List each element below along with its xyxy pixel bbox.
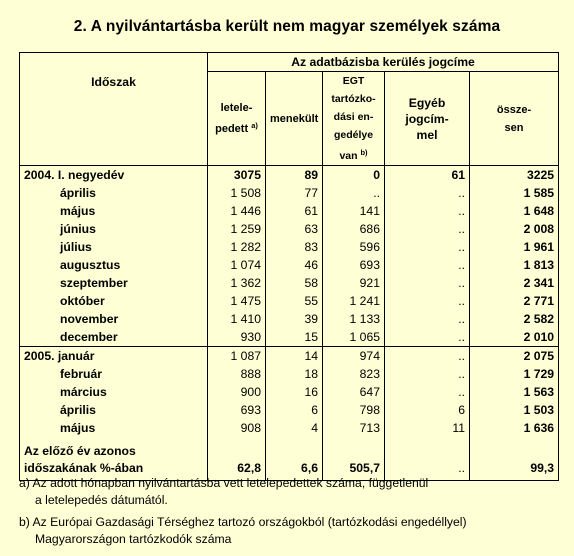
cell-other: .. <box>385 292 470 310</box>
col-header-eea-l2: tartózko- <box>331 93 376 105</box>
table-row <box>20 310 559 328</box>
cell-refugee: 89 <box>266 166 323 185</box>
period-header-label: Időszak <box>91 75 136 89</box>
cell-total: 1 729 <box>470 365 559 383</box>
table-row <box>20 220 559 238</box>
cell-total: 1 648 <box>470 202 559 220</box>
cell-eea: 921 <box>323 274 385 292</box>
cell-settled: 908 <box>208 419 266 437</box>
table-row <box>20 401 559 419</box>
cell-refugee: 15 <box>266 328 323 347</box>
cell-refugee: 58 <box>266 274 323 292</box>
table-row <box>20 383 559 401</box>
cell-refugee: 4 <box>266 419 323 437</box>
cell-other: .. <box>385 184 470 202</box>
col-header-total-l2: sen <box>504 121 524 134</box>
header-row-group <box>20 53 559 72</box>
cell-settled: 888 <box>208 365 266 383</box>
cell-refugee: 39 <box>266 310 323 328</box>
cell-refugee: 77 <box>266 184 323 202</box>
cell-settled: 1 362 <box>208 274 266 292</box>
col-header-other <box>385 72 470 166</box>
row-period: 2005. január <box>20 347 208 366</box>
cell-total: 1 636 <box>470 419 559 437</box>
row-period: május <box>20 202 208 220</box>
footnotes <box>19 475 559 548</box>
row-period: december <box>20 328 208 347</box>
cell-other: .. <box>385 328 470 347</box>
cell-settled: 1 446 <box>208 202 266 220</box>
table-row <box>20 274 559 292</box>
summary-other: .. <box>385 437 470 477</box>
footnote-b-line1: b) Az Európai Gazdasági Térséghez tartozó országokból (tartózkodási engedéllyel) <box>19 515 467 529</box>
cell-other: 11 <box>385 419 470 437</box>
cell-settled: 900 <box>208 383 266 401</box>
row-period: november <box>20 310 208 328</box>
cell-refugee: 83 <box>266 238 323 256</box>
cell-eea: 693 <box>323 256 385 274</box>
table-row <box>20 419 559 437</box>
row-period: március <box>20 383 208 401</box>
cell-settled: 3075 <box>208 166 266 185</box>
row-period: augusztus <box>20 256 208 274</box>
col-header-eea-l3: dási en- <box>333 111 374 123</box>
col-header-settled-text: pedett <box>215 123 249 135</box>
row-period: május <box>20 419 208 437</box>
col-header-refugee <box>266 72 323 166</box>
cell-refugee: 46 <box>266 256 323 274</box>
col-header-total-l1: össze- <box>496 103 532 116</box>
group-header-label: Az adatbázisba kerülés jogcíme <box>291 55 475 69</box>
table-row <box>20 166 559 185</box>
summary-eea: 505,7 <box>323 437 385 477</box>
col-header-other-l3: mel <box>416 127 438 142</box>
cell-total: 2 771 <box>470 292 559 310</box>
col-header-settled-l2 <box>212 117 261 138</box>
col-header-settled-l1: letele- <box>220 102 253 114</box>
cell-settled: 1 259 <box>208 220 266 238</box>
cell-total: 1 503 <box>470 401 559 419</box>
table-row <box>20 328 559 347</box>
cell-settled: 693 <box>208 401 266 419</box>
group-header <box>208 53 559 72</box>
row-period: október <box>20 292 208 310</box>
cell-eea: 1 133 <box>323 310 385 328</box>
cell-other: .. <box>385 365 470 383</box>
row-period: február <box>20 365 208 383</box>
page-title: 2. A nyilvántartásba került nem magyar személyek száma <box>73 18 501 35</box>
table-row <box>20 256 559 274</box>
cell-total: 1 585 <box>470 184 559 202</box>
cell-settled: 930 <box>208 328 266 347</box>
footnote-a-marker: a) <box>251 121 258 130</box>
cell-other: .. <box>385 274 470 292</box>
table-row <box>20 292 559 310</box>
summary-row <box>20 437 559 477</box>
col-header-refugee-l1: menekült <box>270 112 319 125</box>
cell-total: 2 008 <box>470 220 559 238</box>
cell-settled: 1 475 <box>208 292 266 310</box>
col-header-eea-l5 <box>327 144 380 165</box>
cell-total: 1 563 <box>470 383 559 401</box>
cell-other: .. <box>385 310 470 328</box>
cell-eea: 974 <box>323 347 385 366</box>
col-header-eea <box>323 72 385 166</box>
col-header-other-l1: Egyéb <box>408 95 446 110</box>
cell-refugee: 61 <box>266 202 323 220</box>
cell-refugee: 6 <box>266 401 323 419</box>
cell-eea: 823 <box>323 365 385 383</box>
cell-settled: 1 410 <box>208 310 266 328</box>
table-row <box>20 347 559 366</box>
cell-other: .. <box>385 256 470 274</box>
cell-refugee: 14 <box>266 347 323 366</box>
footnote-b-line2: Magyarországon tartózkodók száma <box>35 532 232 546</box>
cell-other: 6 <box>385 401 470 419</box>
table-row <box>20 365 559 383</box>
cell-refugee: 18 <box>266 365 323 383</box>
col-header-eea-l1: EGT <box>342 75 365 87</box>
cell-other: .. <box>385 383 470 401</box>
cell-refugee: 55 <box>266 292 323 310</box>
footnote-a-line2: a letelepedés dátumától. <box>35 493 168 507</box>
table-row <box>20 184 559 202</box>
cell-eea: 1 065 <box>323 328 385 347</box>
cell-other: .. <box>385 202 470 220</box>
cell-eea: 0 <box>323 166 385 185</box>
cell-settled: 1 282 <box>208 238 266 256</box>
col-header-eea-l4: gedélye <box>333 129 374 141</box>
cell-refugee: 16 <box>266 383 323 401</box>
footnote-a-line1: a) Az adott hónapban nyilvántartásba vett letelepedettek száma, függetlenül <box>19 476 429 490</box>
cell-total: 2 341 <box>470 274 559 292</box>
summary-label-l1: Az előző év azonos <box>24 444 136 458</box>
cell-total: 2 582 <box>470 310 559 328</box>
col-header-eea-text: van <box>339 150 358 162</box>
cell-eea: .. <box>323 184 385 202</box>
cell-eea: 647 <box>323 383 385 401</box>
cell-total: 2 075 <box>470 347 559 366</box>
cell-other: .. <box>385 220 470 238</box>
cell-settled: 1 508 <box>208 184 266 202</box>
table-row <box>20 238 559 256</box>
cell-settled: 1 087 <box>208 347 266 366</box>
summary-refugee: 6,6 <box>266 437 323 477</box>
row-period: április <box>20 184 208 202</box>
footnote-b-marker: b) <box>360 148 368 157</box>
cell-total: 2 010 <box>470 328 559 347</box>
row-period: szeptember <box>20 274 208 292</box>
cell-other: .. <box>385 238 470 256</box>
summary-total: 99,3 <box>470 437 559 477</box>
row-period: július <box>20 238 208 256</box>
cell-total: 1 961 <box>470 238 559 256</box>
cell-eea: 686 <box>323 220 385 238</box>
data-table <box>19 52 559 481</box>
col-header-settled <box>208 72 266 166</box>
cell-settled: 1 074 <box>208 256 266 274</box>
cell-total: 3225 <box>470 166 559 185</box>
summary-label <box>20 437 208 477</box>
cell-eea: 798 <box>323 401 385 419</box>
row-period: április <box>20 401 208 419</box>
period-header <box>20 53 208 166</box>
table-row <box>20 202 559 220</box>
row-period: június <box>20 220 208 238</box>
cell-eea: 1 241 <box>323 292 385 310</box>
cell-refugee: 63 <box>266 220 323 238</box>
col-header-other-l2: jogcím- <box>405 111 449 126</box>
summary-label-l2: időszakának %-ában <box>24 461 144 475</box>
cell-other: .. <box>385 347 470 366</box>
col-header-total <box>470 72 559 166</box>
cell-eea: 596 <box>323 238 385 256</box>
cell-other: 61 <box>385 166 470 185</box>
summary-settled: 62,8 <box>208 437 266 477</box>
row-period: 2004. I. negyedév <box>20 166 208 185</box>
cell-eea: 141 <box>323 202 385 220</box>
cell-eea: 713 <box>323 419 385 437</box>
cell-total: 1 813 <box>470 256 559 274</box>
